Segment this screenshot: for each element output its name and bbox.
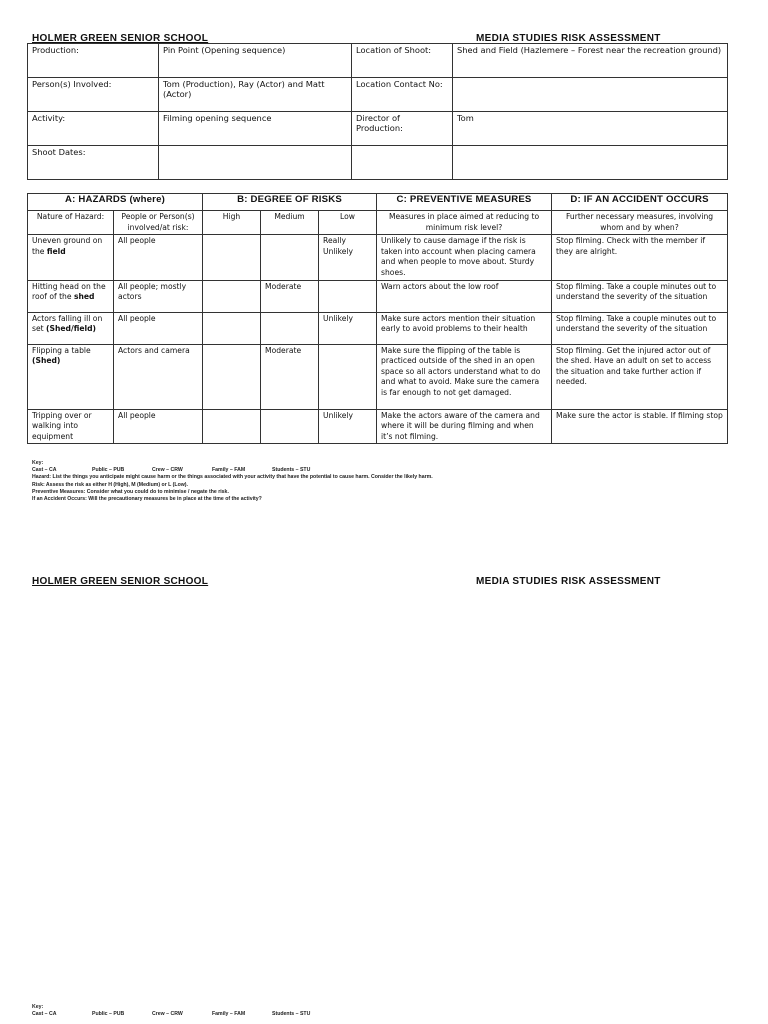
low-cell <box>319 280 377 312</box>
contact-label: Location Contact No: <box>352 78 453 112</box>
measures-cell: Unlikely to cause damage if the risk is taken into account when placing camera and when people to move about. Sturdy shoes. <box>377 235 552 280</box>
key-code: Students – STU <box>272 467 311 474</box>
further-cell: Stop filming. Take a couple minutes out to understand the severity of the situation <box>552 312 728 344</box>
further-cell: Make sure the actor is stable. If filming stop <box>552 409 728 444</box>
key-code: Public – PUB <box>92 467 125 474</box>
preventive-header: C: PREVENTIVE MEASURES <box>377 194 552 211</box>
activity-value: Filming opening sequence <box>159 112 352 146</box>
info-row-activity <box>28 112 728 146</box>
hazards-header: A: HAZARDS (where) <box>28 194 203 211</box>
page2-key-legend <box>32 1004 332 1018</box>
medium-cell <box>261 312 319 344</box>
high-cell <box>203 312 261 344</box>
info-row-production <box>28 44 728 78</box>
school-name: HOLMER GREEN SENIOR SCHOOL <box>32 33 209 44</box>
production-value: Pin Point (Opening sequence) <box>159 44 352 78</box>
people-cell: Actors and camera <box>114 344 203 409</box>
low-cell: Really Unlikely <box>319 235 377 280</box>
dates-blank-value <box>453 146 728 180</box>
production-info-table <box>27 43 728 180</box>
measures-cell: Warn actors about the low roof <box>377 280 552 312</box>
further-cell: Stop filming. Get the injured actor out of the shed. Have an adult on set to access the situation and take further action if needed. <box>552 344 728 409</box>
key-risk: Risk: Assess the risk as either H (High), M (Medium) or L (Low). <box>32 481 188 488</box>
dates-blank-label <box>352 146 453 180</box>
info-row-dates <box>28 146 728 180</box>
people-cell: All people; mostly actors <box>114 280 203 312</box>
risk-sub-header-row <box>28 211 728 235</box>
medium-cell: Moderate <box>261 280 319 312</box>
page2-document-title: MEDIA STUDIES RISK ASSESSMENT <box>476 576 661 587</box>
further-cell: Stop filming. Take a couple minutes out to understand the severity of the situation <box>552 280 728 312</box>
further-subheader: Further necessary measures, involving whom and by when? <box>552 211 728 235</box>
dates-label: Shoot Dates: <box>28 146 159 180</box>
persons-label: Person(s) Involved: <box>28 78 159 112</box>
key-code: Family – FAM <box>212 1011 246 1018</box>
activity-label: Activity: <box>28 112 159 146</box>
people-cell: All people <box>114 409 203 444</box>
key-preventive: Preventive Measures: Consider what you could do to minimise / negate the risk. <box>32 488 229 495</box>
risk-main-header-row <box>28 194 728 211</box>
key-code: Cast – CA <box>32 467 57 474</box>
low-cell: Unlikely <box>319 409 377 444</box>
hazard-cell: Flipping a table (Shed) <box>28 344 114 409</box>
medium-cell <box>261 409 319 444</box>
location-label: Location of Shoot: <box>352 44 453 78</box>
accident-header: D: IF AN ACCIDENT OCCURS <box>552 194 728 211</box>
low-cell <box>319 344 377 409</box>
nature-subheader: Nature of Hazard: <box>28 211 114 235</box>
key-code: Public – PUB <box>92 1011 125 1018</box>
measures-cell: Make the actors aware of the camera and where it will be during filming and when it’s not filming. <box>377 409 552 444</box>
key-code: Cast – CA <box>32 1011 57 1018</box>
key-code: Crew – CRW <box>152 1011 183 1018</box>
low-subheader: Low <box>319 211 377 235</box>
production-label: Production: <box>28 44 159 78</box>
page2-key-title: Key: <box>32 1004 44 1010</box>
measures-subheader: Measures in place aimed at reducing to minimum risk level? <box>377 211 552 235</box>
hazard-cell: Hitting head on the roof of the shed <box>28 280 114 312</box>
location-value: Shed and Field (Hazlemere – Forest near the recreation ground) <box>453 44 728 78</box>
key-code: Crew – CRW <box>152 467 183 474</box>
high-cell <box>203 409 261 444</box>
key-title: Key: <box>32 460 44 466</box>
medium-cell <box>261 235 319 280</box>
high-cell <box>203 235 261 280</box>
table-row <box>28 312 728 344</box>
key-codes <box>32 467 433 474</box>
key-code: Students – STU <box>272 1011 311 1018</box>
director-value: Tom <box>453 112 728 146</box>
table-row <box>28 344 728 409</box>
people-cell: All people <box>114 235 203 280</box>
people-cell: All people <box>114 312 203 344</box>
director-label: Director of Production: <box>352 112 453 146</box>
further-cell: Stop filming. Check with the member if they are alright. <box>552 235 728 280</box>
hazard-cell: Actors falling ill on set (Shed/field) <box>28 312 114 344</box>
document-title: MEDIA STUDIES RISK ASSESSMENT <box>476 33 661 44</box>
risk-assessment-table <box>27 193 728 444</box>
contact-value <box>453 78 728 112</box>
medium-cell: Moderate <box>261 344 319 409</box>
key-accident: If an Accident Occurs: Will the precautionary measures be in place at the time of the activity? <box>32 496 262 503</box>
measures-cell: Make sure the flipping of the table is practiced outside of the shed in an open space so all actors understand what to do and what to avoid. Make sure the camera is far enough to not get damaged. <box>377 344 552 409</box>
table-row <box>28 235 728 280</box>
page2-key-codes <box>32 1011 332 1018</box>
key-legend <box>32 460 433 503</box>
degree-header: B: DEGREE OF RISKS <box>203 194 377 211</box>
key-code: Family – FAM <box>212 467 246 474</box>
high-cell <box>203 280 261 312</box>
hazard-cell: Uneven ground on the field <box>28 235 114 280</box>
key-hazard: Hazard: List the things you anticipate might cause harm or the things associated with your activity that have the potential to cause harm. Consider the likely harm. <box>32 474 433 481</box>
hazard-cell: Tripping over or walking into equipment <box>28 409 114 444</box>
high-subheader: High <box>203 211 261 235</box>
high-cell <box>203 344 261 409</box>
medium-subheader: Medium <box>261 211 319 235</box>
people-subheader: People or Person(s) involved/at risk: <box>114 211 203 235</box>
low-cell: Unlikely <box>319 312 377 344</box>
table-row <box>28 280 728 312</box>
page2-school-name: HOLMER GREEN SENIOR SCHOOL <box>32 576 209 587</box>
measures-cell: Make sure actors mention their situation early to avoid problems to their health <box>377 312 552 344</box>
info-row-persons <box>28 78 728 112</box>
dates-value <box>159 146 352 180</box>
table-row <box>28 409 728 444</box>
persons-value: Tom (Production), Ray (Actor) and Matt (Actor) <box>159 78 352 112</box>
page2-header <box>32 576 672 587</box>
